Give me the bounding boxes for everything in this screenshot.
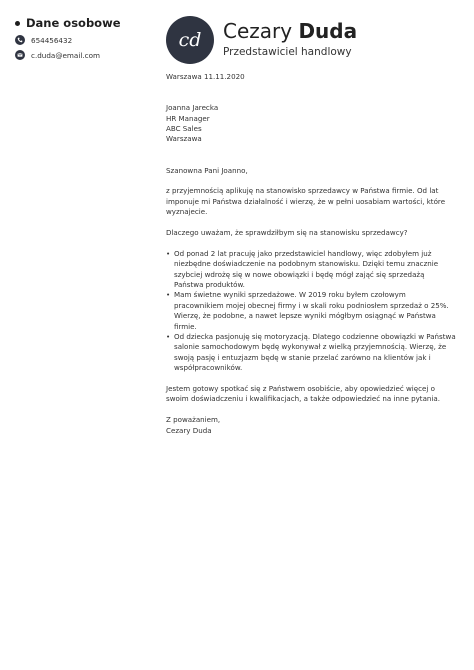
- qualifications-list: [166, 249, 456, 374]
- intro-paragraph: z przyjemnością aplikuję na stanowisko sprzedawcy w Państwa firmie. Od lat imponuje mi Państwa działalność i wierzę, że w pełni uosabiam wartości, które wyznajecie.: [166, 186, 446, 217]
- personal-data-heading: [15, 16, 155, 30]
- date-place: Warszawa 11.11.2020: [166, 72, 245, 81]
- first-name: Cezary: [223, 19, 293, 43]
- job-title: Przedstawiciel handlowy: [223, 46, 352, 58]
- greeting: Szanowna Pani Joanno,: [166, 165, 248, 175]
- sidebar: [15, 16, 155, 60]
- sign-off: Z poważaniem,: [166, 415, 221, 425]
- envelope-icon: [15, 50, 25, 60]
- list-item: • Od ponad 2 lat pracuję jako przedstawiciel handlowy, więc zdobyłem już niezbędne doświadczenie na podobnym stanowisku. Dzięki temu znacznie szybciej wdrożę się w nowe obowiązki i będę mógł zająć się sprzedażą Państwa produktów.: [174, 249, 456, 291]
- question-paragraph: Dlaczego uważam, że sprawdziłbym się na stanowisku sprzedawcy?: [166, 228, 408, 237]
- recipient-line: ABC Sales: [166, 124, 202, 133]
- signature: Cezary Duda: [166, 425, 212, 435]
- last-name: Duda: [298, 19, 358, 43]
- list-item: • Od dziecka pasjonuję się motoryzacją. Dlatego codzienne obowiązki w Państwa salonie samochodowym będę wykonywał z wielką przyjemnością. Wierzę, że swoją pasję i entuzjazm będę w stanie przelać zarówno na klientów jak i współpracowników.: [174, 332, 456, 374]
- recipient-line: Joanna Jarecka: [166, 103, 219, 113]
- email-value[interactable]: c.duda@email.com: [31, 50, 100, 60]
- phone-row: [15, 35, 155, 45]
- letter-body: [166, 72, 456, 436]
- phone-icon: [15, 35, 25, 45]
- phone-value[interactable]: 654456432: [31, 35, 73, 45]
- bullet-icon: [15, 21, 20, 26]
- list-item: • Mam świetne wyniki sprzedażowe. W 2019 roku byłem czołowym pracownikiem mojej obecnej firmy i w skali roku podniosłem sprzedaż o 25%. Wierzę, że podobne, a nawet lepsze wyniki mógłbym osiągnąć w Państwa firmie.: [174, 290, 456, 332]
- recipient-line: HR Manager: [166, 113, 210, 123]
- candidate-name: [223, 19, 357, 43]
- email-row: [15, 50, 155, 60]
- recipient-line: Warszawa: [166, 134, 202, 144]
- avatar-initials: cd: [166, 16, 214, 64]
- personal-data-title: Dane osobowe: [26, 16, 121, 30]
- closing-paragraph: Jestem gotowy spotkać się z Państwem osobiście, aby opowiedzieć więcej o swoim doświadczeniu i kwalifikacjach, a także odpowiedzieć na inne pytania.: [166, 384, 440, 404]
